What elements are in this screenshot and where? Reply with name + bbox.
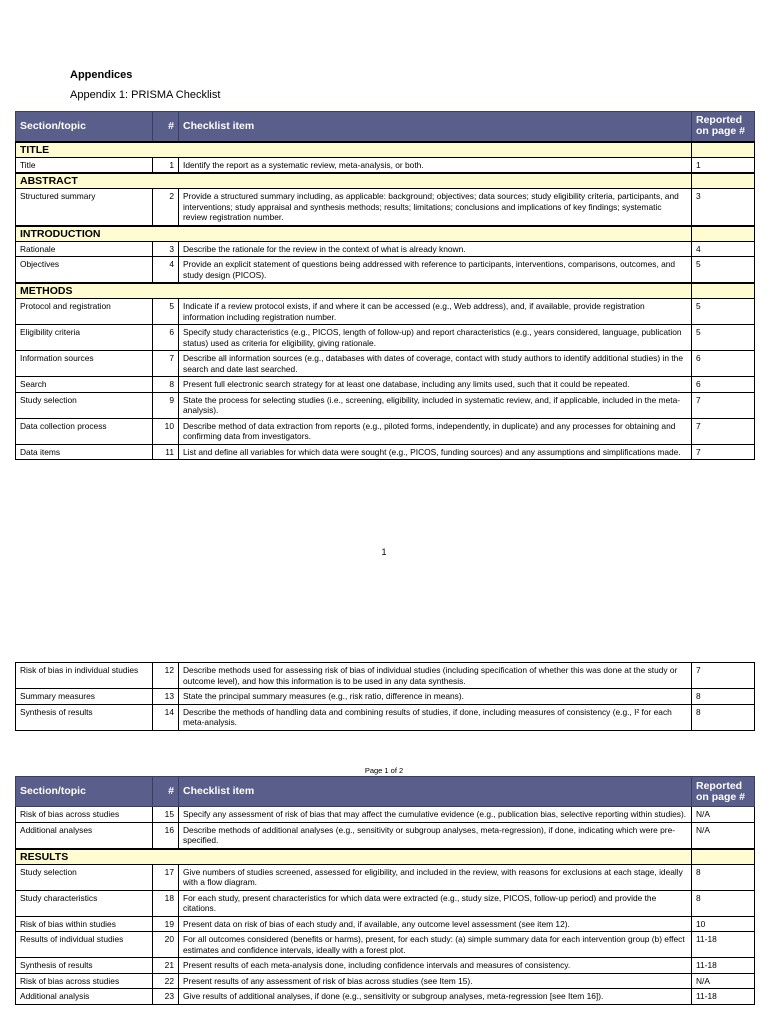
cell-checklist-item: Indicate if a review protocol exists, if and where it can be accessed (e.g., Web address), and, if available, provide registration information including registration number. [179,299,692,325]
cell-reported-page: 7 [692,663,755,689]
cell-checklist-item: List and define all variables for which data were sought (e.g., PICOS, funding sources) and any assumptions and simplifications made. [179,444,692,460]
cell-topic: Information sources [16,351,153,377]
cell-topic: Rationale [16,241,153,257]
cell-checklist-item: State the principal summary measures (e.g., risk ratio, difference in means). [179,689,692,705]
cell-reported-page: N/A [692,973,755,989]
table-row [16,822,755,849]
cell-item-number: 14 [153,704,179,730]
section-header-blank [692,142,755,158]
cell-topic: Additional analysis [16,989,153,1005]
section-header-blank [692,173,755,189]
cell-topic: Search [16,377,153,393]
table-row [16,890,755,916]
cell-reported-page: 7 [692,444,755,460]
section-header-blank [692,226,755,242]
cell-checklist-item: Describe the rationale for the review in the context of what is already known. [179,241,692,257]
cell-reported-page: 5 [692,257,755,284]
section-header-label: INTRODUCTION [16,226,692,242]
cell-topic: Objectives [16,257,153,284]
cell-reported-page: 8 [692,689,755,705]
section-header-label: RESULTS [16,849,692,865]
cell-reported-page: 5 [692,299,755,325]
cell-reported-page: 11-18 [692,932,755,958]
table-row [16,989,755,1005]
prisma-table-part1 [15,111,755,460]
page-of-indicator: Page 1 of 2 [364,766,404,775]
cell-reported-page: 4 [692,241,755,257]
cell-item-number: 13 [153,689,179,705]
cell-item-number: 12 [153,663,179,689]
cell-reported-page: 8 [692,890,755,916]
cell-reported-page: 6 [692,377,755,393]
cell-topic: Data collection process [16,418,153,444]
table-row [16,325,755,351]
cell-topic: Synthesis of results [16,958,153,974]
col-header-num: # [153,777,179,807]
section-header-blank [692,849,755,865]
cell-topic: Risk of bias within studies [16,916,153,932]
table-row [16,189,755,226]
cell-topic: Results of individual studies [16,932,153,958]
cell-checklist-item: Present full electronic search strategy for at least one database, including any limits used, such that it could be repeated. [179,377,692,393]
cell-item-number: 8 [153,377,179,393]
cell-topic: Protocol and registration [16,299,153,325]
cell-item-number: 11 [153,444,179,460]
cell-item-number: 5 [153,299,179,325]
cell-reported-page: 7 [692,392,755,418]
table-row [16,689,755,705]
section-header-label: METHODS [16,283,692,299]
table-row [16,958,755,974]
col-header-reported: Reported on page # [692,112,755,142]
section-header-blank [692,283,755,299]
cell-item-number: 18 [153,890,179,916]
cell-checklist-item: Provide an explicit statement of questions being addressed with reference to participants, interventions, comparisons, outcomes, and study design (PICOS). [179,257,692,284]
section-header-row [16,173,755,189]
cell-checklist-item: Give results of additional analyses, if done (e.g., sensitivity or subgroup analyses, meta-regression [see Item 16]). [179,989,692,1005]
appendix-title: Appendix 1: PRISMA Checklist [70,89,221,101]
cell-topic: Risk of bias in individual studies [16,663,153,689]
table-row [16,257,755,284]
cell-item-number: 2 [153,189,179,226]
section-header-label: TITLE [16,142,692,158]
table-row [16,973,755,989]
cell-topic: Synthesis of results [16,704,153,730]
section-header-row [16,849,755,865]
cell-topic: Study selection [16,392,153,418]
cell-item-number: 6 [153,325,179,351]
cell-item-number: 7 [153,351,179,377]
table-row [16,241,755,257]
cell-item-number: 4 [153,257,179,284]
cell-reported-page: N/A [692,822,755,849]
cell-checklist-item: Describe all information sources (e.g., databases with dates of coverage, contact with study authors to identify additional studies) in the search and date last searched. [179,351,692,377]
table-row [16,157,755,173]
cell-reported-page: 8 [692,864,755,890]
cell-checklist-item: Provide a structured summary including, as applicable: background; objectives; data sources; study eligibility criteria, participants, and interventions; study appraisal and synthesis methods; results; limitations; conclusions and implications of key findings; systematic review registration number. [179,189,692,226]
cell-topic: Risk of bias across studies [16,973,153,989]
cell-checklist-item: Specify any assessment of risk of bias that may affect the cumulative evidence (e.g., publication bias, selective reporting within studies). [179,807,692,823]
cell-topic: Additional analyses [16,822,153,849]
cell-checklist-item: Present data on risk of bias of each study and, if available, any outcome level assessment (see item 12). [179,916,692,932]
cell-item-number: 21 [153,958,179,974]
cell-topic: Study selection [16,864,153,890]
table-row [16,864,755,890]
cell-item-number: 9 [153,392,179,418]
table-row [16,351,755,377]
cell-checklist-item: For each study, present characteristics for which data were extracted (e.g., study size, PICOS, follow-up period) and provide the citations. [179,890,692,916]
cell-checklist-item: For all outcomes considered (benefits or harms), present, for each study: (a) simple summary data for each intervention group (b) effect estimates and confidence intervals, ideally with a forest plot. [179,932,692,958]
table-row [16,663,755,689]
cell-reported-page: 7 [692,418,755,444]
col-header-reported: Reported on page # [692,777,755,807]
section-header-label: ABSTRACT [16,173,692,189]
table-row [16,392,755,418]
cell-topic: Eligibility criteria [16,325,153,351]
table-row [16,807,755,823]
table-header-row [16,777,755,807]
table-row [16,418,755,444]
table-row [16,916,755,932]
appendices-heading: Appendices [70,69,133,81]
col-header-item: Checklist item [179,777,692,807]
cell-checklist-item: Describe method of data extraction from reports (e.g., piloted forms, independently, in duplicate) and any processes for obtaining and confirming data from investigators. [179,418,692,444]
cell-reported-page: 11-18 [692,989,755,1005]
cell-checklist-item: Identify the report as a systematic review, meta-analysis, or both. [179,157,692,173]
col-header-item: Checklist item [179,112,692,142]
prisma-table-part3 [15,776,755,1005]
cell-reported-page: 3 [692,189,755,226]
cell-reported-page: 8 [692,704,755,730]
cell-checklist-item: Describe methods used for assessing risk of bias of individual studies (including specification of whether this was done at the study or outcome level), and how this information is to be used in any data synthesis. [179,663,692,689]
cell-reported-page: 11-18 [692,958,755,974]
col-header-num: # [153,112,179,142]
table-row [16,444,755,460]
cell-topic: Risk of bias across studies [16,807,153,823]
cell-reported-page: 1 [692,157,755,173]
table-row [16,299,755,325]
cell-item-number: 20 [153,932,179,958]
cell-reported-page: 6 [692,351,755,377]
cell-reported-page: N/A [692,807,755,823]
table-header-row [16,112,755,142]
table-row [16,377,755,393]
cell-checklist-item: Present results of any assessment of risk of bias across studies (see Item 15). [179,973,692,989]
cell-item-number: 17 [153,864,179,890]
cell-checklist-item: Give numbers of studies screened, assessed for eligibility, and included in the review, with reasons for exclusions at each stage, ideally with a flow diagram. [179,864,692,890]
cell-item-number: 10 [153,418,179,444]
cell-checklist-item: Specify study characteristics (e.g., PICOS, length of follow-up) and report characteristics (e.g., years considered, language, publication status) used as criteria for eligibility, giving rationale. [179,325,692,351]
table-row [16,932,755,958]
page-number: 1 [381,547,387,557]
cell-checklist-item: Describe the methods of handling data and combining results of studies, if done, including measures of consistency (e.g., I² for each meta-analysis. [179,704,692,730]
cell-item-number: 15 [153,807,179,823]
cell-reported-page: 5 [692,325,755,351]
cell-checklist-item: Describe methods of additional analyses (e.g., sensitivity or subgroup analyses, meta-regression), if done, indicating which were pre-specified. [179,822,692,849]
cell-checklist-item: Present results of each meta-analysis done, including confidence intervals and measures of consistency. [179,958,692,974]
col-header-section: Section/topic [16,112,153,142]
cell-item-number: 16 [153,822,179,849]
cell-topic: Structured summary [16,189,153,226]
cell-topic: Study characteristics [16,890,153,916]
cell-item-number: 3 [153,241,179,257]
section-header-row [16,226,755,242]
cell-reported-page: 10 [692,916,755,932]
cell-checklist-item: State the process for selecting studies (i.e., screening, eligibility, included in systematic review, and, if applicable, included in the meta-analysis). [179,392,692,418]
cell-item-number: 23 [153,989,179,1005]
prisma-table-part2 [15,662,755,731]
section-header-row [16,142,755,158]
cell-topic: Summary measures [16,689,153,705]
cell-topic: Title [16,157,153,173]
cell-topic: Data items [16,444,153,460]
section-header-row [16,283,755,299]
table-row [16,704,755,730]
cell-item-number: 22 [153,973,179,989]
col-header-section: Section/topic [16,777,153,807]
cell-item-number: 19 [153,916,179,932]
cell-item-number: 1 [153,157,179,173]
